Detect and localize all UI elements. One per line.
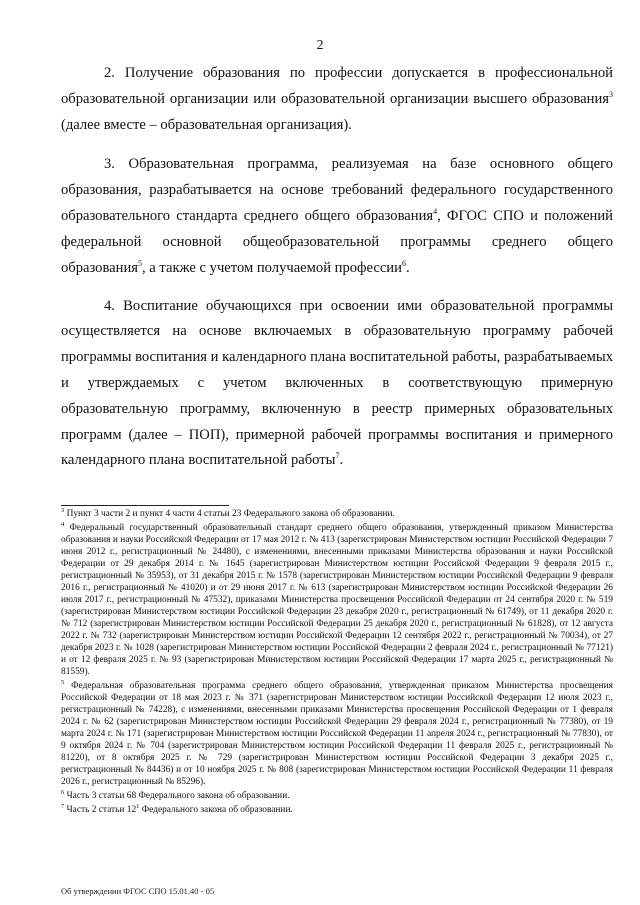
footnote-text: Федеральный государственный образовательный стандарт среднего общего образования, утвержденный приказом Министерства образования и науки Российской Федерации от 17 мая 2012 г. № 413 (зарегистрирован Министерством юстиции Российской Федерации 7 июня 2012 г., регистрационный № 24480), с изменениями, внесенными приказами Министерства образования и науки Российской Федерации от 29 декабря 2014 г. № 1645 (зарегистрирован Министерством юстиции Российской Федерации 9 февраля 2015 г., регистрационный № 35953), от 31 декабря 2015 г. № 1578 (зарегистрирован Министерством юстиции Российской Федерации 9 февраля 2016 г., регистрационный № 41020) и от 29 июня 2017 г. № 613 (зарегистрирован Министерством юстиции Российской Федерации 26 июля 2017 г., регистрационный № 47532), приказами Министерства просвещения Российской Федерации от 24 сентября 2020 г. № 519 (зарегистрирован Министерством юстиции Российской Федерации 23 декабря 2020 г., регистрационный № 61749), от 11 декабря 2020 г. № 712 (зарегистрирован Министерством юстиции Российской Федерации 25 декабря 2020 г., регистрационный № 61828), от 12 августа 2022 г. № 732 (зарегистрирован Министерством юстиции Российской Федерации 12 сентября 2022 г., регистрационный № 70034), от 27 декабря 2023 г. № 1028 (зарегистрирован Министерством юстиции Российской Федерации 2 февраля 2024 г., регистрационный № 77121) и от 12 февраля 2025 г. № 93 (зарегистрирован Министерством юстиции Российской Федерации 17 марта 2025 г., регистрационный № 81559). (61, 523, 613, 677)
paragraph-text: (далее вместе – образовательная организация). (61, 117, 352, 134)
footnote-5 (61, 680, 613, 788)
page-number: 2 (316, 38, 324, 53)
paragraph-2 (61, 60, 613, 139)
footnote-7 (61, 804, 613, 816)
footnote-ref[interactable]: 3 (609, 90, 613, 100)
body-text (61, 60, 613, 486)
footnote-mark: 5 (61, 678, 65, 686)
footnote-ref[interactable]: 6 (401, 259, 406, 269)
footnote-ref[interactable]: 7 (335, 451, 340, 461)
footnote-ref[interactable]: 5 (137, 259, 142, 269)
paragraph-4 (61, 294, 613, 475)
paragraph-text: 2. Получение образования по профессии допускается в профессиональной образовательной организации или образовательной организации высшего образования (61, 65, 613, 108)
page-footer: Об утверждении ФГОС СПО 15.01.40 - 05 (61, 886, 215, 896)
paragraph-text: 3. Образовательная программа, реализуемая на базе основного общего образования, разрабатывается на основе требований федерального государственного образовательного стандарта среднего общего образования (61, 155, 613, 225)
footnotes (61, 508, 613, 818)
footnote-mark: 6 (61, 788, 65, 796)
paragraph-text: . (339, 452, 344, 469)
footnote-text: Часть 2 статьи 12 (64, 805, 137, 815)
footnote-4 (61, 522, 613, 678)
paragraph-3 (61, 151, 613, 282)
footnote-6 (61, 790, 613, 802)
footnote-text: Федерального закона об образовании. (139, 805, 293, 815)
footnote-text: Федеральная образовательная программа среднего общего образования, утвержденная приказом Министерства просвещения Российской Федерации от 18 мая 2023 г. № 371 (зарегистрирован Министерством юстиции Российской Федерации 12 июля 2023 г., регистрационный № 74228), с изменениями, внесенными приказами Министерства просвещения Российской Федерации от 1 февраля 2024 г. № 62 (зарегистрирован Министерством юстиции Российской Федерации 29 февраля 2024 г., регистрационный № 77380), от 19 марта 2024 г. № 171 (зарегистрирован Министерством юстиции Российской Федерации 11 апреля 2024 г., регистрационный № 77830), от 9 октября 2024 г. № 704 (зарегистрирован Министерством юстиции Российской Федерации 11 февраля 2025 г., регистрационный № 81220), от 8 октября 2025 г. № 729 (зарегистрирован Министерством юстиции Российской Федерации 3 декабря 2025 г., регистрационный № 84436) и от 10 ноября 2025 г. № 808 (зарегистрирован Министерством юстиции Российской Федерации 11 февраля 2026 г., регистрационный № 85296). (61, 681, 613, 787)
footnote-text: Часть 3 статьи 68 Федерального закона об образовании. (64, 791, 290, 801)
footnote-mark: 4 (61, 520, 65, 528)
paragraph-text: . (405, 260, 410, 277)
footnote-ref[interactable]: 4 (433, 207, 438, 217)
footnote-text: Пункт 3 части 2 и пункт 4 части 4 статьи 23 Федерального закона об образовании. (64, 509, 395, 519)
footnote-mark: 7 (61, 802, 65, 810)
paragraph-text: 4. Воспитание обучающихся при освоении ими образовательной программы осуществляется на основе включаемых в образовательную программу рабочей программы воспитания и календарного плана воспитательной работы, разрабатываемых и утверждаемых с учетом включенных в соответствующую примерную образовательную программу, включенную в реестр примерных образовательных программ (далее – ПОП), примерной рабочей программы воспитания и примерного календарного плана воспитательной работы (61, 297, 613, 469)
article-superscript: 1 (136, 802, 140, 810)
paragraph-text: , ФГОС СПО и положений федеральной основной общеобразовательной программы среднего общего образования (61, 208, 613, 277)
footnote-3 (61, 508, 613, 520)
paragraph-text: , а также с учетом получаемой профессии (141, 260, 402, 277)
footnote-separator (61, 505, 229, 506)
footnote-mark: 3 (61, 506, 65, 514)
